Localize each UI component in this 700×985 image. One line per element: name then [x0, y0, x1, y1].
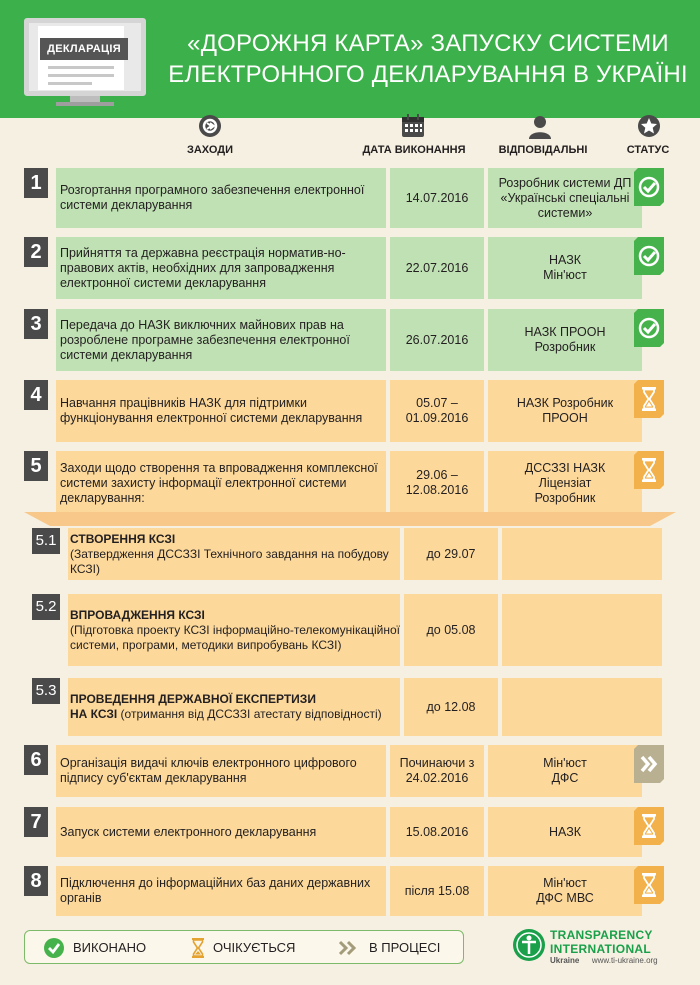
row-measure: Прийняття та державна реєстрація норматив-но-правових актів, необхідних для запровадження електронної системи декларування [56, 237, 386, 299]
status-done-icon [634, 168, 664, 206]
column-header-responsible: ВІДПОВІДАЛЬНІ [498, 144, 588, 156]
row-measure: Навчання працівників НАЗК для підтримки функціонування електронної системи декларування [56, 380, 386, 442]
row-measure: Заходи щодо створення та впровадження комплексної системи захисту інформації електронної системи декларування: [56, 451, 386, 515]
row-date: 05.07 – 01.09.2016 [390, 380, 484, 442]
row-measure: Передача до НАЗК виключних майнових прав на розроблене програмне забезпечення електронної системи декларування [56, 309, 386, 371]
row-responsible: НАЗК ПРООН Розробник [488, 309, 642, 371]
row-measure: Розгортання програмного забезпечення електронної системи декларування [56, 168, 386, 228]
sub-row-5-1 [32, 528, 662, 580]
status-pending-hourglass-icon [634, 807, 664, 845]
table-row-2 [24, 237, 664, 299]
row-number: 5 [24, 451, 48, 481]
row-5-connector [24, 512, 676, 526]
table-row-4 [24, 380, 664, 442]
sub-row-number: 5.1 [32, 528, 60, 554]
row-number: 6 [24, 745, 48, 775]
page-title [168, 28, 688, 90]
sub-row-number: 5.2 [32, 594, 60, 620]
person-icon [527, 113, 553, 139]
row-measure: Організація видачі ключів електронного цифрового підпису суб'єктам декларування [56, 745, 386, 797]
sub-row-measure: ПРОВЕДЕННЯ ДЕРЖАВНОЇ ЕКСПЕРТИЗИ НА КСЗІ (отримання від ДССЗЗІ атестату відповідності) [68, 678, 400, 736]
table-row-8 [24, 866, 664, 916]
status-pending-hourglass-icon [634, 380, 664, 418]
status-in-progress-icon [634, 745, 664, 783]
row-responsible: Мін'юст ДФС МВС [488, 866, 642, 916]
table-row-1 [24, 168, 664, 228]
row-measure: Підключення до інформаційних баз даних державних органів [56, 866, 386, 916]
row-number: 8 [24, 866, 48, 896]
ti-footer: Ukraine www.ti-ukraine.org [550, 956, 658, 965]
status-pending-hourglass-icon [634, 451, 664, 489]
table-row-5 [24, 451, 664, 515]
row-responsible: НАЗК [488, 807, 642, 857]
sub-row-5-2 [32, 594, 662, 666]
row-date: 26.07.2016 [390, 309, 484, 371]
ti-name: TRANSPARENCY INTERNATIONAL [550, 928, 653, 956]
status-done-icon [634, 309, 664, 347]
sub-row-5-3 [32, 678, 662, 736]
column-header-date: ДАТА ВИКОНАННЯ [362, 144, 466, 156]
row-responsible: НАЗК Розробник ПРООН [488, 380, 642, 442]
legend-item-pending: ОЧІКУЄТЬСЯ [187, 937, 307, 959]
monitor-declaration-icon [24, 18, 146, 106]
row-number: 1 [24, 168, 48, 198]
row-responsible: Розробник системи ДП «Українські спеціальні системи» [488, 168, 642, 228]
row-date: після 15.08 [390, 866, 484, 916]
row-number: 3 [24, 309, 48, 339]
page-title-line2: ЕЛЕКТРОННОГО ДЕКЛАРУВАННЯ В УКРАЇНІ [168, 61, 688, 88]
sub-row-date: до 12.08 [404, 678, 498, 736]
sub-row-measure: ВПРОВАДЖЕННЯ КСЗІ (Підготовка проекту КСЗІ інформаційно-телекомунікаційної системи, програми, методики випробувань КСЗІ) [68, 594, 400, 666]
sub-row-date: до 29.07 [404, 528, 498, 580]
column-header-measures: ЗАХОДИ [186, 144, 234, 156]
row-date: 22.07.2016 [390, 237, 484, 299]
legend-item-in-progress: В ПРОЦЕСІ [337, 937, 457, 959]
header-banner [0, 0, 700, 118]
row-date: 29.06 – 12.08.2016 [390, 451, 484, 515]
sub-row-measure: СТВОРЕННЯ КСЗІ (Затвердження ДССЗЗІ Технічного завдання на побудову КСЗІ) [68, 528, 400, 580]
monitor-label: ДЕКЛАРАЦІЯ [40, 38, 128, 60]
sub-row-responsible [502, 594, 662, 666]
double-chevron-icon [337, 937, 359, 959]
row-date: 15.08.2016 [390, 807, 484, 857]
transparency-international-logo [512, 922, 672, 972]
sub-row-responsible [502, 678, 662, 736]
legend-item-done: ВИКОНАНО [43, 937, 163, 959]
row-measure: Запуск системи електронного декларування [56, 807, 386, 857]
row-responsible: НАЗК Мін'юст [488, 237, 642, 299]
row-number: 2 [24, 237, 48, 267]
page-title-line1: «ДОРОЖНЯ КАРТА» ЗАПУСКУ СИСТЕМИ [187, 30, 669, 57]
star-icon [636, 113, 662, 139]
hourglass-icon [187, 937, 209, 959]
table-row-7 [24, 807, 664, 857]
row-date: Починаючи з 24.02.2016 [390, 745, 484, 797]
ti-emblem-icon [512, 928, 546, 962]
table-row-6 [24, 745, 664, 797]
status-pending-hourglass-icon [634, 866, 664, 904]
table-row-3 [24, 309, 664, 371]
row-date: 14.07.2016 [390, 168, 484, 228]
sub-row-date: до 05.08 [404, 594, 498, 666]
row-responsible: Мін'юст ДФС [488, 745, 642, 797]
status-done-icon [634, 237, 664, 275]
sub-row-responsible [502, 528, 662, 580]
row-number: 4 [24, 380, 48, 410]
check-circle-icon [43, 937, 65, 959]
gears-icon [197, 113, 223, 139]
column-header-status: СТАТУС [626, 144, 670, 156]
status-legend [24, 930, 464, 964]
row-number: 7 [24, 807, 48, 837]
calendar-icon [400, 113, 426, 139]
row-responsible: ДССЗЗІ НАЗК Ліцензіат Розробник [488, 451, 642, 515]
sub-row-number: 5.3 [32, 678, 60, 704]
